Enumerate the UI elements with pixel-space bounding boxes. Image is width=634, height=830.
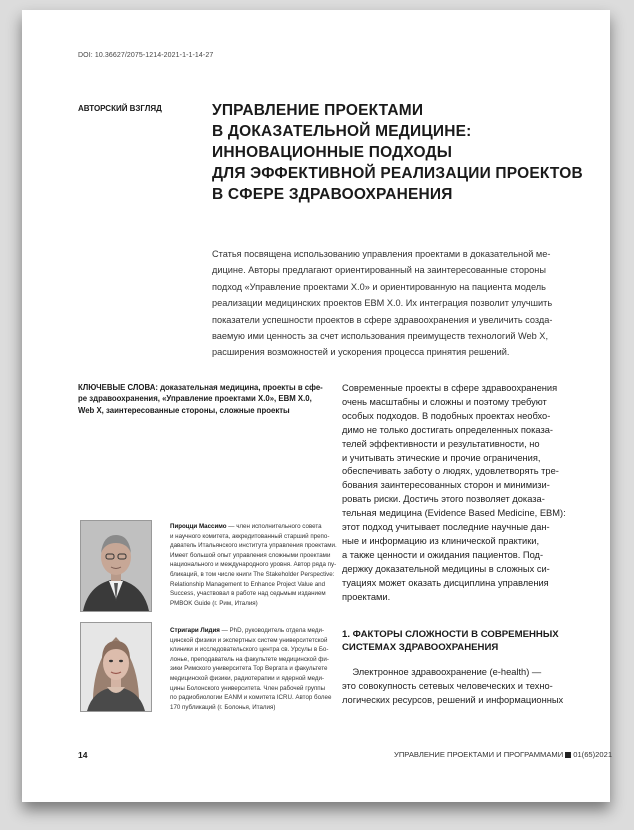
- author-photo-female-icon: [80, 622, 152, 712]
- author-photo-female-svg: [81, 623, 151, 711]
- abstract-line: Статья посвящена использованию управления проектами в доказательной ме-: [212, 249, 551, 259]
- section-label: АВТОРСКИЙ ВЗГЛЯД: [78, 104, 162, 113]
- body-line: ные и информацию из клинической практики,: [342, 535, 540, 546]
- author-bio-2: [170, 626, 340, 712]
- abstract-line: дицине. Авторы предлагают ориентированный на заинтересованные стороны: [212, 265, 546, 276]
- author-photo-male-icon: [80, 520, 152, 612]
- title-line: В СФЕРЕ ЗДРАВООХРАНЕНИЯ: [212, 186, 453, 203]
- author-bio-line: национального и международного уровня. Автор ряда пу-: [170, 561, 337, 569]
- body-line: бования заинтересованных сторон и минимизи-: [342, 480, 550, 491]
- body-line: а также ценности и ожидания пациентов. Под-: [342, 549, 544, 560]
- body-line: туациях может оказать дисциплина управления: [342, 577, 549, 588]
- keywords: [78, 382, 323, 416]
- body-line: проектами.: [342, 591, 391, 602]
- body-text-2: [342, 666, 563, 708]
- abstract-line: ваемую ими ценность за счет использования преимуществ технологий Web X,: [212, 331, 548, 342]
- author-bio-line: — PhD, руководитель отдела меди-: [219, 627, 325, 634]
- author-bio-line: 170 публикаций (г. Болонья, Италия): [170, 703, 276, 711]
- body-line: и учитывать этические и прочие ограничения,: [342, 452, 541, 463]
- author-bio-line: зики Римского университета Тор Вергата и факультете: [170, 665, 328, 673]
- body-line: ровать риски. Достичь этого позволяет доказа-: [342, 494, 545, 505]
- author-bio-line: бликаций, в том числе книги The Stakeholder Perspective:: [170, 570, 335, 578]
- title-line: В ДОКАЗАТЕЛЬНОЙ МЕДИЦИНЕ:: [212, 123, 472, 140]
- title-line: ИННОВАЦИОННЫЕ ПОДХОДЫ: [212, 144, 453, 161]
- author-bio-line: — член исполнительного совета: [226, 523, 322, 530]
- doi: DOI: 10.36627/2075-1214-2021-1-1-14-27: [78, 52, 214, 59]
- author-name: Стригари Лидия: [170, 627, 220, 634]
- body-line: это совокупность сетевых человеческих и техно-: [342, 680, 553, 691]
- abstract: [212, 246, 584, 361]
- keywords-line: ре здравоохранения, «Управление проектами X.0», EBM X.0,: [78, 394, 312, 404]
- square-icon: [565, 752, 571, 758]
- abstract-line: реализации медицинских проектов ЕВМ Х.0. Их интеграция позволит улучшить: [212, 298, 553, 309]
- section-heading: [342, 628, 559, 654]
- journal-issue: 01(65)2021: [573, 750, 613, 759]
- body-line: Электронное здравоохранение (e-health) —: [342, 667, 542, 677]
- journal-name: УПРАВЛЕНИЕ ПРОЕКТАМИ И ПРОГРАММАМИ: [394, 750, 564, 759]
- keywords-line: Web X, заинтересованные стороны, сложные проекты: [78, 405, 290, 415]
- author-bio-line: по радиобиологии EANM и комитета ICRU. Автор более: [170, 694, 332, 702]
- body-line: этот подход учитывает последние научные дан-: [342, 522, 550, 533]
- body-text: [342, 382, 602, 605]
- author-bio-line: Relationship Management to Enhance Project Value and: [170, 580, 326, 588]
- keywords-line: КЛЮЧЕВЫЕ СЛОВА: доказательная медицина, проекты в сфе-: [78, 383, 323, 392]
- author-bio-line: и научного комитета, аккредитованный старший препо-: [170, 532, 330, 540]
- page-number: 14: [78, 750, 88, 760]
- journal-page: [22, 10, 613, 802]
- body-line: очень масштабны и сложны и поэтому требуют: [342, 396, 547, 407]
- author-bio-line: Имеет большой опыт управления сложными проектами: [170, 551, 331, 559]
- author-bio-line: даватель Итальянского института управления проектами.: [170, 542, 337, 550]
- body-line: Современные проекты в сфере здравоохранения: [342, 383, 558, 393]
- journal-footer: [394, 750, 612, 759]
- body-line: держку доказательной медицины в сложных си-: [342, 563, 550, 574]
- author-photo-male-svg: [81, 521, 151, 611]
- body-line: обеспечивать заботу о людях, удовлетворять тре-: [342, 466, 559, 477]
- body-line: телей эффективности и результативности, но: [342, 438, 540, 449]
- article-title: [212, 100, 612, 205]
- author-bio-line: цины Болонского университета. Член рабочей группы: [170, 684, 326, 692]
- heading-line: СИСТЕМАХ ЗДРАВООХРАНЕНИЯ: [342, 642, 499, 653]
- author-bio-line: клиники и исследовательского центра св. Урсулы в Бо-: [170, 646, 329, 654]
- title-line: ДЛЯ ЭФФЕКТИВНОЙ РЕАЛИЗАЦИИ ПРОЕКТОВ: [212, 165, 583, 182]
- title-line: УПРАВЛЕНИЕ ПРОЕКТАМИ: [212, 102, 424, 119]
- body-line: димо не только достигать определенных показа-: [342, 424, 553, 435]
- body-line: тельная медицина (Evidence Based Medicine, EBM):: [342, 508, 566, 519]
- body-line: логических ресурсов, решений и информационных: [342, 694, 564, 705]
- author-bio-line: Success, участвовал в работе над седьмым изданием: [170, 590, 326, 598]
- author-name: Пироцци Массимо: [170, 523, 227, 530]
- author-bio-line: цинской физики и экспертных систем университетской: [170, 636, 328, 644]
- abstract-line: расширения возможностей и ускорения процесса принятия решений.: [212, 347, 510, 358]
- abstract-line: показатели успешности проектов в сфере здравоохранения и увеличить созда-: [212, 314, 553, 325]
- author-bio-line: PMBOK Guide (г. Рим, Италия): [170, 599, 258, 607]
- author-bio-line: медицинской физики, радиотерапии и ядерной меди-: [170, 674, 325, 682]
- author-bio-line: лонье, преподаватель на факультете медицинской фи-: [170, 655, 329, 663]
- abstract-line: подход «Управление проектами X.0» и ориентированную на пациента модель: [212, 281, 546, 292]
- heading-line: 1. ФАКТОРЫ СЛОЖНОСТИ В СОВРЕМЕННЫХ: [342, 629, 559, 640]
- body-line: особых подходов. В подобных проектах необхо-: [342, 410, 551, 421]
- author-bio-1: [170, 522, 340, 608]
